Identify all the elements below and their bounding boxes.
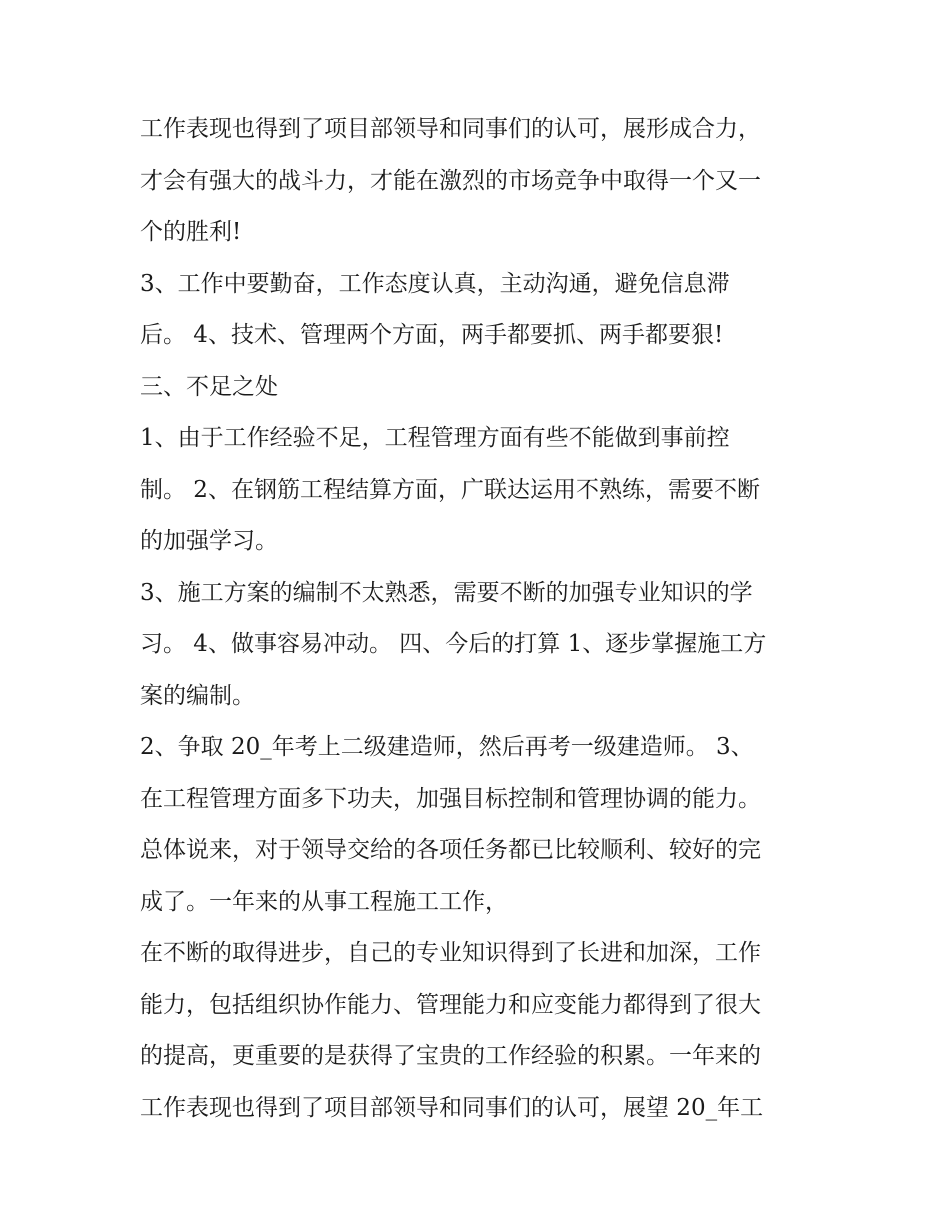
document-body (140, 104, 820, 1134)
section-heading: 三、不足之处 (140, 373, 278, 400)
text-line: 在工程管理方面多下功夫，加强目标控制和管理协调的能力。 (140, 785, 761, 812)
text-line: 能力，包括组织协作能力、管理能力和应变能力都得到了很大 (140, 991, 761, 1018)
text-line: 工作表现也得到了项目部领导和同事们的认可，展形成合力， (140, 116, 761, 142)
text-line: 制。 2、在钢筋工程结算方面，广联达运用不熟练，需要不断 (140, 476, 760, 503)
text-line: 习。 4、做事容易冲动。 四、今后的打算 1、逐步掌握施工方 (140, 631, 767, 657)
text-line: 个的胜利! (140, 219, 242, 245)
text-line: 后。 4、技术、管理两个方面，两手都要抓、两手都要狠! (140, 322, 724, 348)
text-line: 的加强学习。 (140, 528, 278, 554)
text-line: 工作表现也得到了项目部领导和同事们的认可，展望 20_年工 (140, 1094, 764, 1121)
text-line: 总体说来，对于领导交给的各项任务都已比较顺利、较好的完 (140, 837, 761, 863)
text-line: 2、争取 20_年考上二级建造师，然后再考一级建造师。 3、 (140, 734, 754, 760)
text-line: 1、由于工作经验不足，工程管理方面有些不能做到事前控 (140, 425, 730, 451)
text-line: 3、工作中要勤奋，工作态度认真，主动沟通，避免信息滞 (140, 270, 730, 297)
text-line: 在不断的取得进步，自己的专业知识得到了长进和加深，工作 (140, 940, 761, 966)
text-line: 3、施工方案的编制不太熟悉，需要不断的加强专业知识的学 (140, 579, 753, 606)
text-line: 成了。一年来的从事工程施工工作， (140, 888, 508, 915)
text-line: 才会有强大的战斗力，才能在激烈的市场竞争中取得一个又一 (140, 167, 761, 194)
text-line: 的提高，更重要的是获得了宝贵的工作经验的积累。一年来的 (140, 1043, 761, 1069)
text-line: 案的编制。 (140, 682, 255, 709)
